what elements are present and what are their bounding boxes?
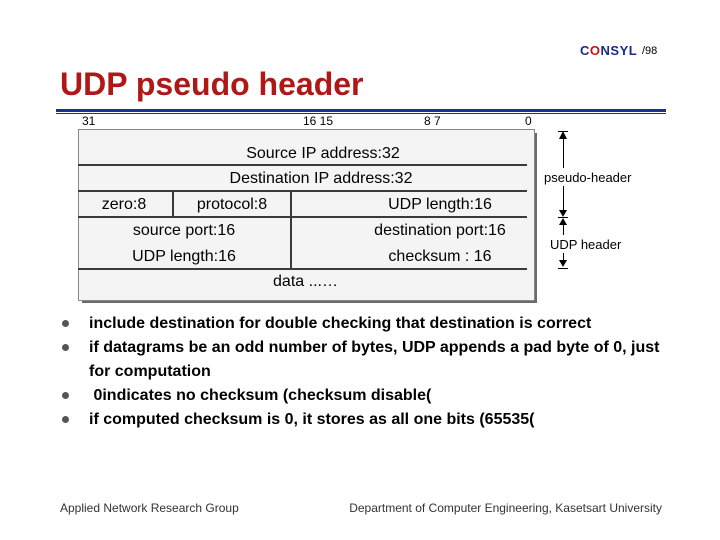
field-source-port: source port:16 [132, 222, 236, 239]
bullet-item: include destination for double checking that destination is correct [62, 312, 662, 336]
bullet-item: if datagrams be an odd number of bytes, UDP appends a pad byte of 0, just for computation [62, 336, 662, 384]
bullet-dot-icon [62, 344, 69, 351]
bullet-item: if computed checksum is 0, it stores as all one bits (65535( [62, 408, 662, 432]
bullet-item: 0indicates no checksum (checksum disable( [62, 384, 662, 408]
bit-label-8-7: 8 7 [424, 114, 441, 128]
row-separator-3 [78, 216, 527, 218]
arrow-up-icon [559, 218, 567, 225]
pseudo-header-label: pseudo-header [544, 170, 632, 185]
bullet-dot-icon [62, 320, 69, 327]
bracket-bottom-tick [558, 268, 568, 269]
field-udp-length: UDP length:16 [132, 248, 236, 265]
title-rule [56, 109, 666, 112]
slide-title: UDP pseudo header [60, 66, 364, 102]
col-separator-mid [290, 190, 292, 268]
bit-label-16-15: 16 15 [303, 114, 334, 128]
field-zero: zero:8 [101, 196, 147, 213]
field-destination-port: destination port:16 [374, 222, 506, 239]
bullet-dot-icon [62, 416, 69, 423]
row-separator-2 [78, 190, 527, 192]
footer-left: Applied Network Research Group [60, 501, 239, 515]
field-protocol: protocol:8 [196, 196, 268, 213]
field-source-ip: Source IP address:32 [246, 145, 400, 162]
field-data: data ...… [273, 273, 338, 290]
field-checksum: checksum : 16 [388, 248, 492, 265]
field-destination-ip: Destination IP address:32 [229, 170, 413, 187]
udp-header-label: UDP header [550, 237, 622, 252]
bullet-list [62, 312, 662, 432]
arrow-down-icon [559, 260, 567, 267]
row-separator-4 [78, 268, 527, 270]
consyl-logo: CONSYL [580, 43, 638, 58]
field-udp-length-pseudo: UDP length:16 [388, 196, 492, 213]
slide-number: /98 [642, 45, 658, 57]
bit-label-31: 31 [82, 114, 96, 128]
row-separator-1 [78, 164, 527, 166]
bit-label-0: 0 [525, 114, 532, 128]
bullet-dot-icon [62, 392, 69, 399]
bracket-line-mid [563, 186, 564, 212]
bracket-line-lower [563, 225, 564, 235]
arrow-down-icon [559, 210, 567, 217]
title-rule-thin [56, 113, 666, 114]
footer-right: Department of Computer Engineering, Kasetsart University [349, 501, 662, 515]
bracket-line-upper [563, 138, 564, 168]
